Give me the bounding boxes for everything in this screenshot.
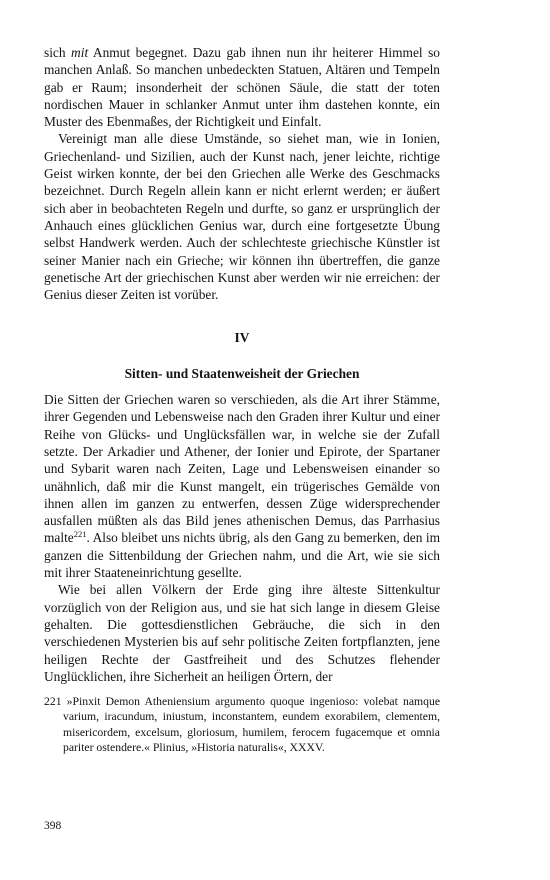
footnote-reference[interactable]: 221 <box>73 529 87 540</box>
paragraph-1 <box>44 44 440 130</box>
section-title: Sitten- und Staatenweisheit der Griechen <box>124 365 360 381</box>
paragraph-1-emphasis: mit <box>71 45 89 60</box>
paragraph-3-text-after-note: . Also bleibet uns nichts übrig, als den Gang zu bemerken, den im ganzen die Sittenbildung der Griechen nahm, und die Art, wie sie sich mit ihrer Staateneinrichtung gesellte. <box>44 530 440 581</box>
page-number: 398 <box>44 820 62 832</box>
paragraph-4-text: Wie bei allen Völkern der Erde ging ihre älteste Sittenkultur vorzüglich von der Religion aus, und sie hat sich lange in diesem Gleise gehalten. Die gottesdienstlichen Gebräuche, die sich in den verschiedenen Mysterien bis auf sehr politische Zeiten fortpflanzten, jene heiligen Rechte der Gastfreiheit und des Schutzes flehender Unglücklichen, ihre Sicherheit an heiligen Örtern, der <box>44 582 440 684</box>
paragraph-4 <box>44 581 440 685</box>
footnote <box>44 694 440 755</box>
footnote-number: 221 <box>44 695 62 709</box>
footnote-text: »Pinxit Demon Atheniensium argumento quoque ingenioso: volebat namque varium, iracundum, iniustum, inconstantem, eundem exorabilem, clementem, misericordem, excelsum, gloriosum, humilem, ferocem fugacemque et omnia pariter ostendere.« Plinius, »Historia naturalis«, XXXV. <box>63 695 441 754</box>
paragraph-3 <box>44 391 440 581</box>
paragraph-2 <box>44 130 440 303</box>
paragraph-2-text: Vereinigt man alle diese Umstände, so siehet man, wie in Ionien, Griechenland- und Sizilien, auch der Kunst nach, jener leichte, richtige Geist wirken konnte, der bei den Griechen alle Werke des Geschmacks bezeichnet. Durch Regeln allein kann er nicht erlernt werden; er äußert sich aber in beobachteten Regeln und durfte, so ganz er ursprünglich der Anhauch eines glücklichen Genius war, durch eine fortgesetzte Übung selbst Handwerk werden. Auch der schlechteste griechische Künstler ist seiner Manier nach ein Grieche; wir können ihn übertreffen, die ganze genetische Art der griechischen Kunst aber werden wir nie erreichen: der Genius dieser Zeiten ist vorüber. <box>44 131 440 303</box>
title-spacer <box>44 382 440 391</box>
paragraph-1-part-1: sich <box>44 45 72 60</box>
section-spacer <box>44 303 440 329</box>
paragraph-1-part-3: Anmut begegnet. Dazu gab ihnen nun ihr heiterer Himmel so manchen Anlaß. So manchen unbedeckten Statuen, Altären und Tempeln gab er Raum; insonderheit der schönen Säule, die statt der toten nordischen Mauer in schlanker Anmut unter ihm dastehen konnte, ein Muster des Ebenmaßes, der Richtigkeit und Einfalt. <box>44 45 440 130</box>
page-body <box>44 44 440 767</box>
heading-spacer <box>44 347 440 365</box>
section-number: IV <box>234 330 250 346</box>
paragraph-3-text-before-note: Die Sitten der Griechen waren so verschieden, als die Art ihrer Stämme, ihrer Gegenden und Lebensweise nach den Graden ihrer Kultur und einer Reihe von Glücks- und Unglücksfällen war, in welche sie der Zufall setzte. Der Arkadier und Athener, der Ionier und Epirote, der Spartaner und Sybarit waren nach Zeiten, Lage und Lebensweisen einander so unähnlich, daß mir die Kunst mangelt, ein trügerisches Gemälde von ihnen allen im ganzen zu entwerfen, dessen Züge widersprechender ausfallen müßten als das Bild jenes athenischen Demus, das Parrhasius malte <box>44 392 440 546</box>
